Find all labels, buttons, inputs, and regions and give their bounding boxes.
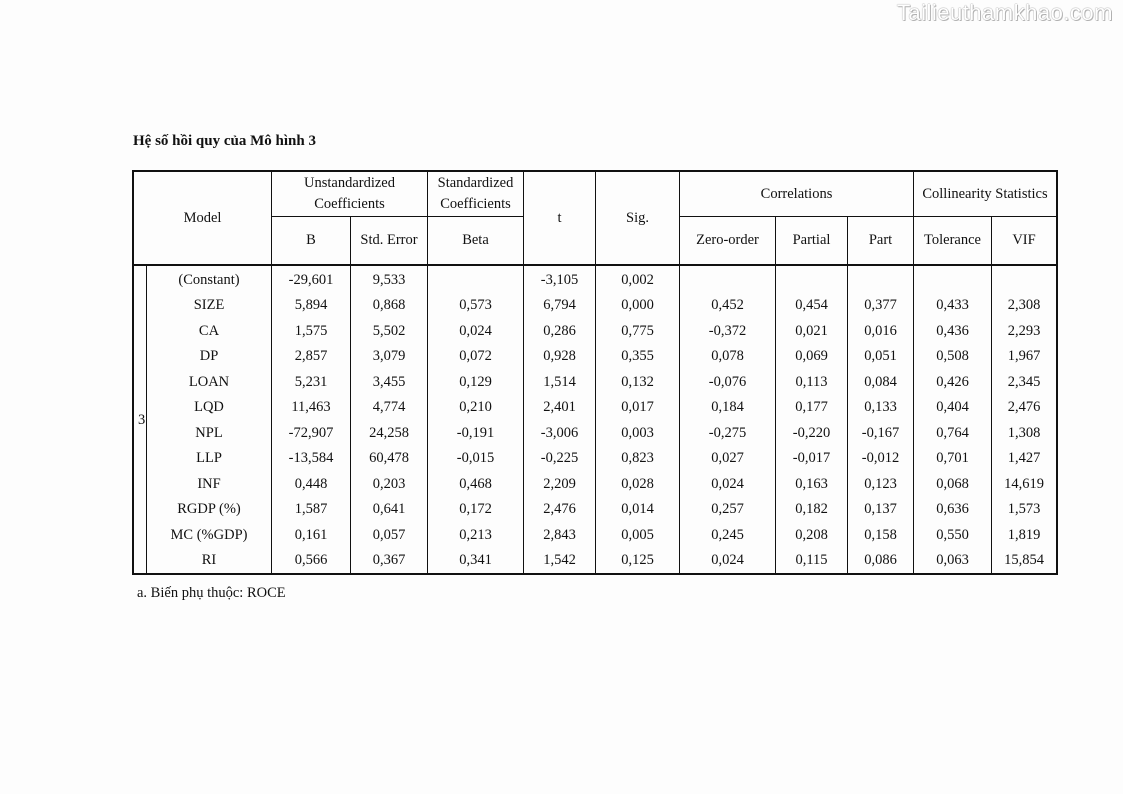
cell-t: 2,401: [524, 395, 596, 421]
cell-std-error: 3,455: [351, 369, 428, 395]
cell-beta: 0,468: [428, 471, 524, 497]
cell-zero-order: -0,372: [680, 318, 776, 344]
cell-beta: 0,024: [428, 318, 524, 344]
cell-partial: -0,017: [776, 446, 848, 472]
cell-tolerance: 0,508: [914, 344, 992, 370]
cell-zero-order: 0,027: [680, 446, 776, 472]
cell-b: -72,907: [272, 420, 351, 446]
cell-t: 6,794: [524, 293, 596, 319]
cell-std-error: 0,057: [351, 522, 428, 548]
cell-zero-order: 0,257: [680, 497, 776, 523]
cell-partial: [776, 265, 848, 293]
cell-sig: 0,005: [596, 522, 680, 548]
table-row: [133, 293, 1057, 319]
cell-vif: 1,819: [992, 522, 1058, 548]
table-row: [133, 344, 1057, 370]
cell-sig: 0,002: [596, 265, 680, 293]
cell-b: 1,587: [272, 497, 351, 523]
cell-beta: 0,210: [428, 395, 524, 421]
cell-partial: 0,115: [776, 548, 848, 575]
cell-vif: [992, 265, 1058, 293]
header-standardized: Standardized Coefficients: [428, 171, 524, 217]
cell-b: 2,857: [272, 344, 351, 370]
cell-beta: 0,129: [428, 369, 524, 395]
cell-std-error: 0,868: [351, 293, 428, 319]
cell-vif: 2,476: [992, 395, 1058, 421]
table-body: [133, 265, 1057, 574]
cell-zero-order: [680, 265, 776, 293]
table-row: [133, 369, 1057, 395]
cell-t: 2,476: [524, 497, 596, 523]
cell-part: -0,012: [848, 446, 914, 472]
cell-std-error: 0,641: [351, 497, 428, 523]
header-partial: Partial: [776, 217, 848, 266]
cell-t: 1,514: [524, 369, 596, 395]
cell-vif: 1,967: [992, 344, 1058, 370]
cell-variable: LOAN: [147, 369, 272, 395]
model-number: 3: [133, 265, 147, 574]
header-t: t: [524, 171, 596, 265]
cell-vif: 2,308: [992, 293, 1058, 319]
cell-sig: 0,014: [596, 497, 680, 523]
cell-tolerance: 0,764: [914, 420, 992, 446]
cell-partial: 0,163: [776, 471, 848, 497]
header-collinearity: Collinearity Statistics: [914, 171, 1058, 217]
cell-b: -29,601: [272, 265, 351, 293]
header-b: B: [272, 217, 351, 266]
cell-part: 0,377: [848, 293, 914, 319]
cell-variable: RI: [147, 548, 272, 575]
cell-b: 0,448: [272, 471, 351, 497]
cell-beta: -0,191: [428, 420, 524, 446]
cell-t: -0,225: [524, 446, 596, 472]
cell-vif: 15,854: [992, 548, 1058, 575]
cell-std-error: 4,774: [351, 395, 428, 421]
cell-zero-order: 0,184: [680, 395, 776, 421]
cell-tolerance: 0,063: [914, 548, 992, 575]
cell-tolerance: 0,068: [914, 471, 992, 497]
cell-beta: [428, 265, 524, 293]
cell-std-error: 5,502: [351, 318, 428, 344]
cell-vif: 1,573: [992, 497, 1058, 523]
cell-vif: 14,619: [992, 471, 1058, 497]
table-row: [133, 318, 1057, 344]
header-unstandardized: Unstandardized Coefficients: [272, 171, 428, 217]
cell-t: 1,542: [524, 548, 596, 575]
cell-std-error: 60,478: [351, 446, 428, 472]
table-row: [133, 471, 1057, 497]
cell-zero-order: 0,245: [680, 522, 776, 548]
cell-beta: -0,015: [428, 446, 524, 472]
cell-b: 1,575: [272, 318, 351, 344]
cell-part: [848, 265, 914, 293]
cell-t: 2,209: [524, 471, 596, 497]
cell-b: 0,566: [272, 548, 351, 575]
cell-partial: 0,177: [776, 395, 848, 421]
cell-part: 0,086: [848, 548, 914, 575]
cell-partial: 0,113: [776, 369, 848, 395]
cell-tolerance: 0,433: [914, 293, 992, 319]
cell-variable: NPL: [147, 420, 272, 446]
cell-variable: DP: [147, 344, 272, 370]
table-row: [133, 446, 1057, 472]
cell-b: 5,894: [272, 293, 351, 319]
table-row: [133, 395, 1057, 421]
table-row: [133, 548, 1057, 575]
cell-zero-order: 0,024: [680, 471, 776, 497]
cell-part: -0,167: [848, 420, 914, 446]
cell-variable: CA: [147, 318, 272, 344]
header-part: Part: [848, 217, 914, 266]
cell-vif: 1,308: [992, 420, 1058, 446]
cell-tolerance: 0,701: [914, 446, 992, 472]
cell-sig: 0,028: [596, 471, 680, 497]
header-tolerance: Tolerance: [914, 217, 992, 266]
cell-partial: -0,220: [776, 420, 848, 446]
cell-sig: 0,132: [596, 369, 680, 395]
cell-beta: 0,341: [428, 548, 524, 575]
cell-sig: 0,003: [596, 420, 680, 446]
header-correlations: Correlations: [680, 171, 914, 217]
header-sig: Sig.: [596, 171, 680, 265]
cell-tolerance: [914, 265, 992, 293]
cell-vif: 2,293: [992, 318, 1058, 344]
cell-b: -13,584: [272, 446, 351, 472]
cell-sig: 0,000: [596, 293, 680, 319]
cell-tolerance: 0,636: [914, 497, 992, 523]
cell-beta: 0,072: [428, 344, 524, 370]
cell-partial: 0,454: [776, 293, 848, 319]
cell-sig: 0,355: [596, 344, 680, 370]
cell-beta: 0,213: [428, 522, 524, 548]
cell-part: 0,137: [848, 497, 914, 523]
header-beta: Beta: [428, 217, 524, 266]
cell-variable: INF: [147, 471, 272, 497]
cell-std-error: 0,367: [351, 548, 428, 575]
cell-zero-order: -0,076: [680, 369, 776, 395]
cell-sig: 0,125: [596, 548, 680, 575]
cell-t: 0,286: [524, 318, 596, 344]
cell-t: -3,006: [524, 420, 596, 446]
table-row: [133, 497, 1057, 523]
table-row: [133, 420, 1057, 446]
cell-partial: 0,182: [776, 497, 848, 523]
cell-b: 0,161: [272, 522, 351, 548]
cell-sig: 0,775: [596, 318, 680, 344]
cell-variable: RGDP (%): [147, 497, 272, 523]
cell-vif: 2,345: [992, 369, 1058, 395]
cell-part: 0,158: [848, 522, 914, 548]
cell-part: 0,123: [848, 471, 914, 497]
cell-t: 2,843: [524, 522, 596, 548]
header-model: Model: [133, 171, 272, 265]
cell-std-error: 9,533: [351, 265, 428, 293]
cell-partial: 0,069: [776, 344, 848, 370]
cell-vif: 1,427: [992, 446, 1058, 472]
cell-part: 0,084: [848, 369, 914, 395]
cell-zero-order: -0,275: [680, 420, 776, 446]
coefficients-table: [132, 170, 1058, 575]
table-row: [133, 265, 1057, 293]
cell-partial: 0,021: [776, 318, 848, 344]
cell-variable: MC (%GDP): [147, 522, 272, 548]
cell-zero-order: 0,452: [680, 293, 776, 319]
table-title: Hệ số hồi quy của Mô hình 3: [133, 133, 316, 149]
watermark-text: Tailieuthamkhao.com: [896, 0, 1113, 25]
cell-sig: 0,823: [596, 446, 680, 472]
cell-tolerance: 0,550: [914, 522, 992, 548]
cell-std-error: 0,203: [351, 471, 428, 497]
cell-part: 0,016: [848, 318, 914, 344]
footnote: a. Biến phụ thuộc: ROCE: [137, 585, 286, 601]
header-vif: VIF: [992, 217, 1058, 266]
cell-zero-order: 0,078: [680, 344, 776, 370]
cell-variable: LQD: [147, 395, 272, 421]
cell-tolerance: 0,436: [914, 318, 992, 344]
cell-partial: 0,208: [776, 522, 848, 548]
cell-t: -3,105: [524, 265, 596, 293]
cell-variable: LLP: [147, 446, 272, 472]
cell-t: 0,928: [524, 344, 596, 370]
cell-variable: (Constant): [147, 265, 272, 293]
cell-std-error: 3,079: [351, 344, 428, 370]
cell-std-error: 24,258: [351, 420, 428, 446]
cell-tolerance: 0,426: [914, 369, 992, 395]
cell-beta: 0,172: [428, 497, 524, 523]
header-zero-order: Zero-order: [680, 217, 776, 266]
cell-zero-order: 0,024: [680, 548, 776, 575]
cell-part: 0,051: [848, 344, 914, 370]
cell-variable: SIZE: [147, 293, 272, 319]
cell-tolerance: 0,404: [914, 395, 992, 421]
cell-sig: 0,017: [596, 395, 680, 421]
table-row: [133, 522, 1057, 548]
cell-beta: 0,573: [428, 293, 524, 319]
cell-b: 11,463: [272, 395, 351, 421]
cell-b: 5,231: [272, 369, 351, 395]
cell-part: 0,133: [848, 395, 914, 421]
header-std-error: Std. Error: [351, 217, 428, 266]
